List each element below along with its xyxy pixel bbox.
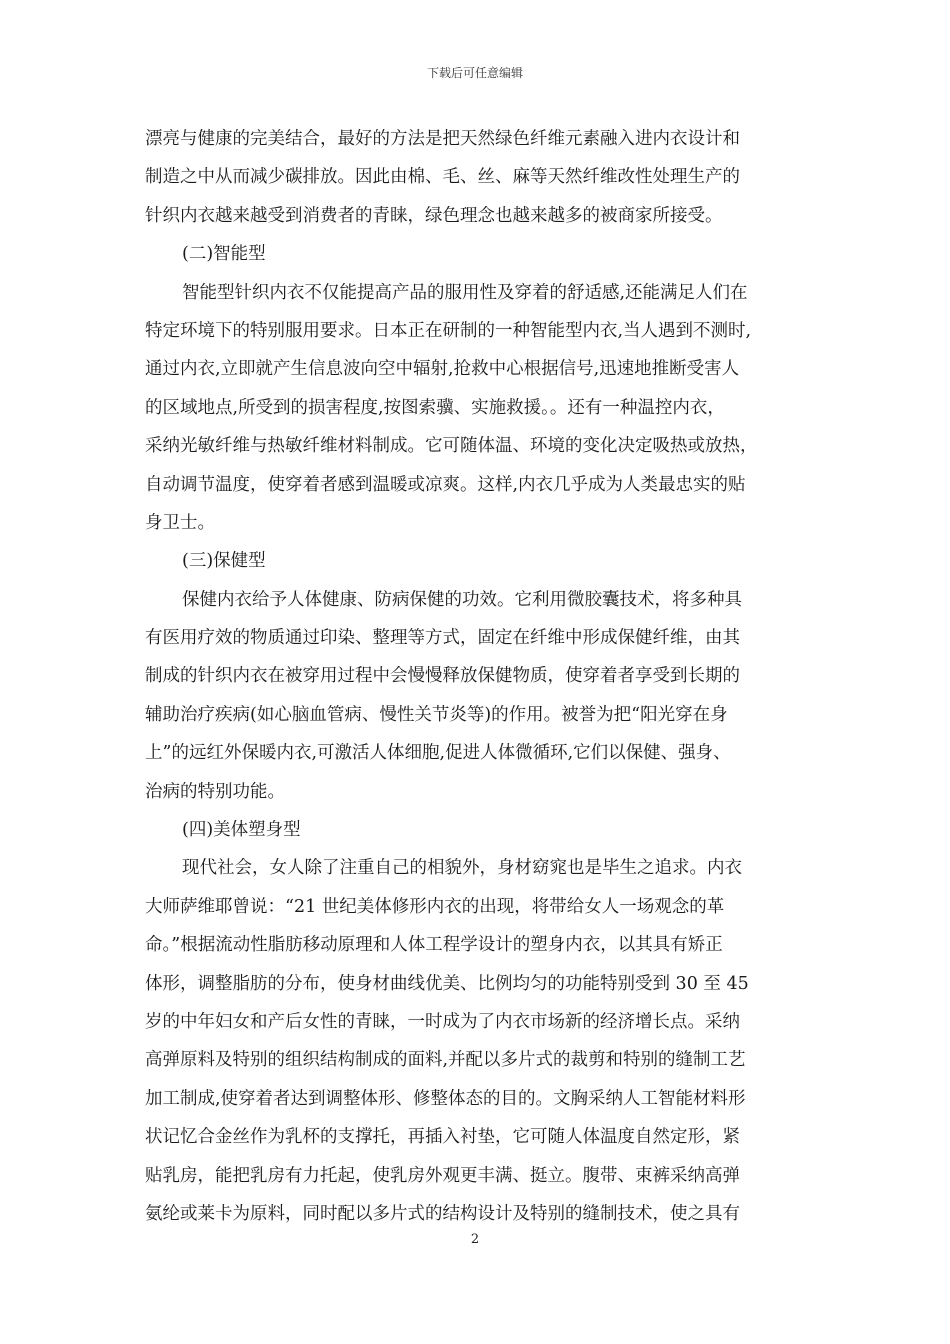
- text-line: 制成的针织内衣在被穿用过程中会慢慢释放保健物质，使穿着者享受到长期的: [145, 666, 740, 687]
- text-line: 身卫士。: [145, 512, 215, 533]
- text-line: (三)保健型: [182, 551, 266, 572]
- text-line: 体形，调整脂肪的分布，使身材曲线优美、比例均匀的功能特别受到 30 至 45: [145, 973, 749, 994]
- text-line: 现代社会，女人除了注重自己的相貌外，身材窈窕也是毕生之追求。内衣: [182, 858, 742, 879]
- text-line: 治病的特别功能。: [145, 781, 285, 802]
- text-line: 上”的远红外保暖内衣,可激活人体细胞,促进人体微循环,它们以保健、强身、: [145, 743, 731, 764]
- page-number: 2: [470, 1232, 480, 1247]
- text-line: 自动调节温度，使穿着者感到温暖或凉爽。这样,内衣几乎成为人类最忠实的贴: [145, 474, 746, 495]
- text-line: 针织内衣越来越受到消费者的青睐，绿色理念也越来越多的被商家所接受。: [145, 205, 723, 226]
- text-line: 特定环境下的特别服用要求。日本正在研制的一种智能型内衣,当人遇到不测时,: [145, 320, 752, 341]
- text-line: 辅助治疗疾病(如心脑血管病、慢性关节炎等)的作用。被誉为把“阳光穿在身: [145, 704, 728, 725]
- text-line: 的区域地点,所受到的损害程度,按图索骥、实施救援。。还有一种温控内衣，: [145, 397, 725, 418]
- text-line: 漂亮与健康的完美结合，最好的方法是把天然绿色纤维元素融入进内衣设计和: [145, 129, 740, 149]
- text-line: 状记忆合金丝作为乳杯的支撑托，再插入衬垫，它可随人体温度自然定形，紧: [145, 1127, 740, 1148]
- text-line: 有医用疗效的物质通过印染、整理等方式，固定在纤维中形成保健纤维，由其: [145, 628, 740, 649]
- text-line: 命。”根据流动性脂肪移动原理和人体工程学设计的塑身内衣，以其具有矫正: [145, 935, 723, 956]
- text-line: (四)美体塑身型: [182, 820, 301, 841]
- document-body: [145, 120, 809, 1233]
- text-line: 高弹原料及特别的组织结构制成的面料,并配以多片式的裁剪和特别的缝制工艺: [145, 1050, 746, 1071]
- text-line: 岁的中年妇女和产后女性的青睐，一时成为了内衣市场新的经济增长点。采纳: [145, 1011, 740, 1032]
- text-line: 制造之中从而减少碳排放。因此由棉、毛、丝、麻等天然纤维改性处理生产的: [145, 167, 740, 188]
- page-header: 下载后可任意编辑: [426, 66, 523, 80]
- text-line: 通过内衣,立即就产生信息波向空中辐射,抢救中心根据信号,迅速地推断受害人: [145, 359, 740, 380]
- text-line: 加工制成,使穿着者达到调整体形、修整体态的目的。文胸采纳人工智能材料形: [145, 1088, 746, 1109]
- text-line: 大师萨维耶曾说：“21 世纪美体修形内衣的出现，将带给女人一场观念的革: [145, 896, 725, 917]
- text-line: 智能型针织内衣不仅能提高产品的服用性及穿着的舒适感,还能满足人们在: [182, 282, 748, 303]
- text-line: (二)智能型: [182, 244, 266, 265]
- text-line: 氨纶或莱卡为原料，同时配以多片式的结构设计及特别的缝制技术，使之具有: [145, 1203, 740, 1224]
- text-line: 保健内衣给予人体健康、防病保健的功效。它利用微胶囊技术，将多种具: [182, 589, 742, 610]
- text-line: 贴乳房，能把乳房有力托起，使乳房外观更丰满、挺立。腹带、束裤采纳高弹: [145, 1165, 740, 1186]
- text-line: 采纳光敏纤维与热敏纤维材料制成。它可随体温、环境的变化决定吸热或放热，: [145, 436, 758, 457]
